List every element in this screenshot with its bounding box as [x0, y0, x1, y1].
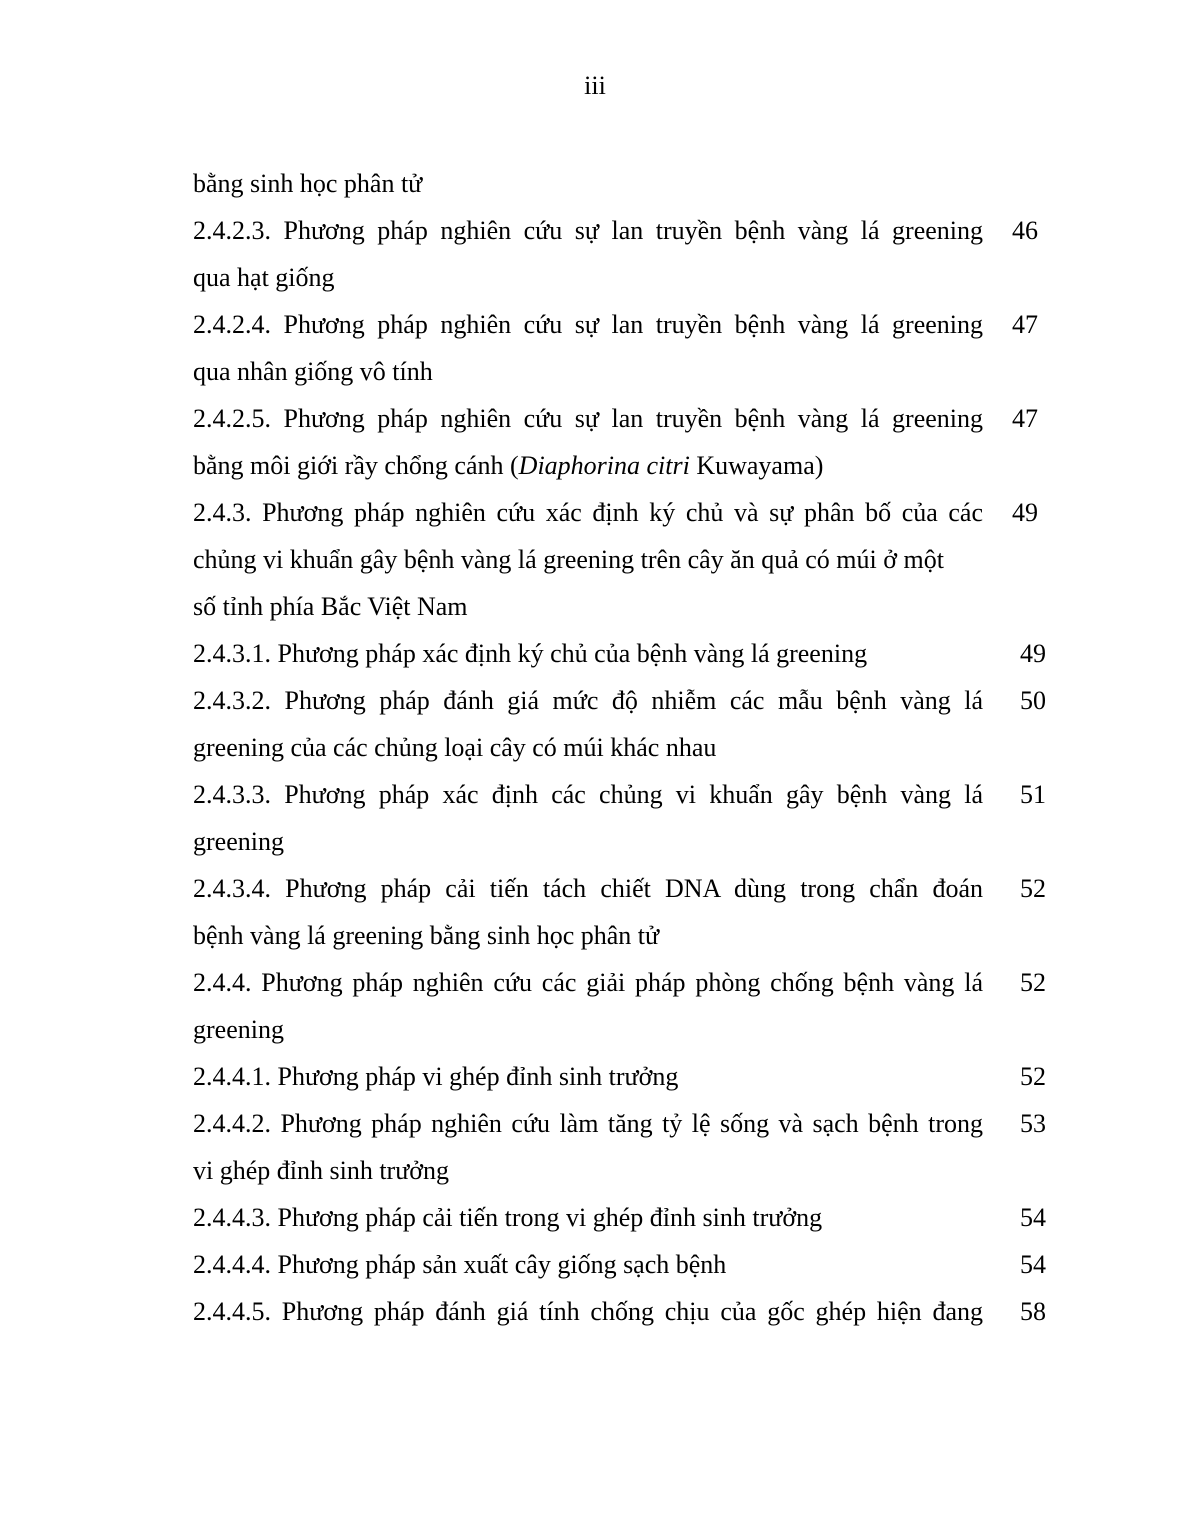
toc-entry-line: 2.4.2.5. Phương pháp nghiên cứu sự lan truyền bệnh vàng lá greening: [193, 404, 983, 433]
toc-entry-line: vi ghép đỉnh sinh trưởng: [193, 1156, 450, 1185]
toc-entry: [193, 1288, 1053, 1335]
toc-entry-line: 2.4.2.4. Phương pháp nghiên cứu sự lan truyền bệnh vàng lá greening: [193, 310, 983, 339]
toc-entry-line: bằng môi giới rầy chổng cánh (Diaphorina citri Kuwayama): [193, 451, 824, 480]
toc-entry-line: 2.4.2.3. Phương pháp nghiên cứu sự lan truyền bệnh vàng lá greening: [193, 216, 983, 245]
toc-page-number: 49: [1012, 498, 1038, 527]
toc-entry-line: 2.4.3. Phương pháp nghiên cứu xác định ký chủ và sự phân bố của các: [193, 498, 983, 527]
toc-page-number: 50: [1020, 686, 1046, 715]
toc-entry: [193, 1053, 1053, 1100]
toc-page-number: 52: [1020, 968, 1046, 997]
toc-entry: [193, 207, 1053, 301]
toc-entry: [193, 1100, 1053, 1194]
toc-entry-line: qua hạt giống: [193, 263, 335, 292]
toc-entry-line: greening của các chủng loại cây có múi khác nhau: [193, 733, 717, 762]
species-name: Diaphorina citri: [518, 451, 690, 480]
toc-page-number: 52: [1020, 874, 1046, 903]
toc-entry: [193, 865, 1053, 959]
toc-entry: [193, 160, 1053, 207]
toc-entry-line: 2.4.3.3. Phương pháp xác định các chủng vi khuẩn gây bệnh vàng lá: [193, 780, 983, 809]
toc-entry-line: 2.4.4.2. Phương pháp nghiên cứu làm tăng tỷ lệ sống và sạch bệnh trong: [193, 1109, 983, 1138]
toc-entry-line: greening: [193, 1015, 284, 1044]
toc-page-number: 47: [1012, 310, 1038, 339]
page-number: iii: [584, 71, 606, 100]
toc-entry-line: qua nhân giống vô tính: [193, 357, 433, 386]
toc-entry-line: 2.4.3.1. Phương pháp xác định ký chủ của bệnh vàng lá greening: [193, 639, 868, 668]
toc-entry-line: 2.4.3.2. Phương pháp đánh giá mức độ nhiễm các mẫu bệnh vàng lá: [193, 686, 983, 715]
toc-entry: [193, 630, 1053, 677]
toc-entry-line: greening: [193, 827, 284, 856]
toc-entry-line: bệnh vàng lá greening bằng sinh học phân tử: [193, 921, 660, 950]
toc-page-number: 47: [1012, 404, 1038, 433]
toc-entry: [193, 395, 1053, 489]
toc-page-number: 53: [1020, 1109, 1046, 1138]
toc-page-number: 51: [1020, 780, 1046, 809]
toc-page-number: 58: [1020, 1297, 1046, 1326]
table-of-contents: [193, 160, 1053, 1335]
toc-page-number: 54: [1020, 1250, 1046, 1279]
toc-entry-line: 2.4.3.4. Phương pháp cải tiến tách chiết DNA dùng trong chẩn đoán: [193, 874, 983, 903]
toc-entry: [193, 1241, 1053, 1288]
toc-page-number: 46: [1012, 216, 1038, 245]
toc-entry-line: bằng sinh học phân tử: [193, 169, 423, 198]
toc-page-number: 52: [1020, 1062, 1046, 1091]
toc-entry-line: 2.4.4.5. Phương pháp đánh giá tính chống chịu của gốc ghép hiện đang: [193, 1297, 983, 1326]
toc-entry-line: 2.4.4.4. Phương pháp sản xuất cây giống sạch bệnh: [193, 1250, 727, 1279]
toc-entry: [193, 959, 1053, 1053]
toc-entry-line: chủng vi khuẩn gây bệnh vàng lá greening trên cây ăn quả có múi ở một: [193, 545, 944, 574]
toc-page-number: 54: [1020, 1203, 1046, 1232]
toc-entry: [193, 677, 1053, 771]
toc-page-number: 49: [1020, 639, 1046, 668]
toc-entry-line: 2.4.4.1. Phương pháp vi ghép đỉnh sinh trưởng: [193, 1062, 679, 1091]
toc-entry: [193, 489, 1053, 630]
toc-entry-line: số tỉnh phía Bắc Việt Nam: [193, 592, 468, 621]
toc-entry: [193, 771, 1053, 865]
toc-entry: [193, 1194, 1053, 1241]
toc-entry-line: 2.4.4.3. Phương pháp cải tiến trong vi ghép đỉnh sinh trưởng: [193, 1203, 823, 1232]
toc-entry-line: 2.4.4. Phương pháp nghiên cứu các giải pháp phòng chống bệnh vàng lá: [193, 968, 983, 997]
toc-entry: [193, 301, 1053, 395]
